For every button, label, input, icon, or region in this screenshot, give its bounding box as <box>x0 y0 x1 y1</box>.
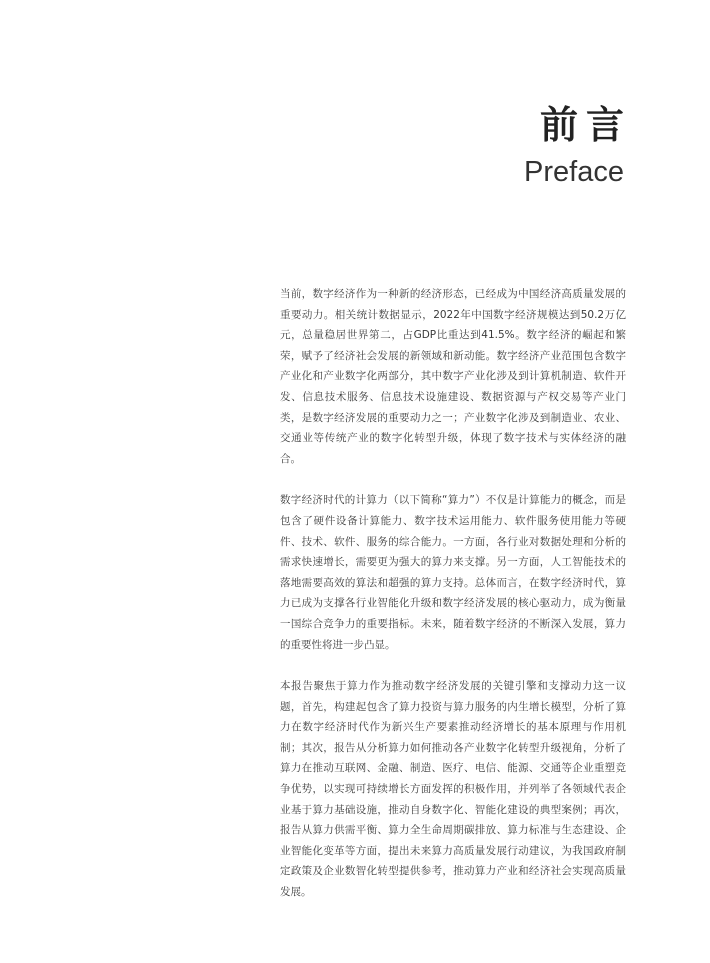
paragraph: 数字经济时代的计算力（以下简称“算力”）不仅是计算能力的概念，而是包含了硬件设备计算能力、数字技术运用能力、软件服务使用能力等硬件、技术、软件、服务的综合能力。一方面，各行业对数据处理和分析的需求快速增长，需要更为强大的算力来支撑。另一方面，人工智能技术的落地需要高效的算法和超强的算力支持。总体而言，在数字经济时代，算力已成为支撑各行业智能化升级和数字经济发展的核心驱动力，成为衡量一国综合竞争力的重要指标。未来，随着数字经济的不断深入发展，算力的重要性将进一步凸显。 <box>280 494 626 651</box>
page-title: 前言 <box>539 103 632 147</box>
paragraph: 当前，数字经济作为一种新的经济形态，已经成为中国经济高质量发展的重要动力。相关统计数据显示，2022年中国数字经济规模达到50.2万亿元，总量稳居世界第二，占GDP比重达到41.5%。数字经济的崛起和繁荣，赋予了经济社会发展的新领域和新动能。数字经济产业范围包含数字产业化和产业数字化两部分，其中数字产业化涉及到计算机制造、软件开发、信息技术服务、信息技术设施建设、数据资源与产权交易等产业门类，是数字经济发展的重要动力之一；产业数字化涉及到制造业、农业、交通业等传统产业的数字化转型升级，体现了数字技术与实体经济的融合。 <box>280 288 626 465</box>
preface-body <box>280 284 626 903</box>
title-block <box>524 100 632 190</box>
paragraph: 本报告聚焦于算力作为推动数字经济发展的关键引擎和支撑动力这一议题，首先，构建起包含了算力投资与算力服务的内生增长模型，分析了算力在数字经济时代作为新兴生产要素推动经济增长的基本原理与作用机制；其次，报告从分析算力如何推动各产业数字化转型升级视角，分析了算力在推动互联网、金融、制造、医疗、电信、能源、交通等企业重塑竞争优势，以实现可持续增长方面发挥的积极作用，并列举了各领域代表企业基于算力基础设施，推动自身数字化、智能化建设的典型案例；再次，报告从算力供需平衡、算力全生命周期碳排放、算力标准与生态建设、企业智能化变革等方面，提出未来算力高质量发展行动建议，为我国政府制定政策及企业数智化转型提供参考，推动算力产业和经济社会实现高质量发展。 <box>280 680 626 899</box>
page-subtitle: Preface <box>524 156 624 188</box>
